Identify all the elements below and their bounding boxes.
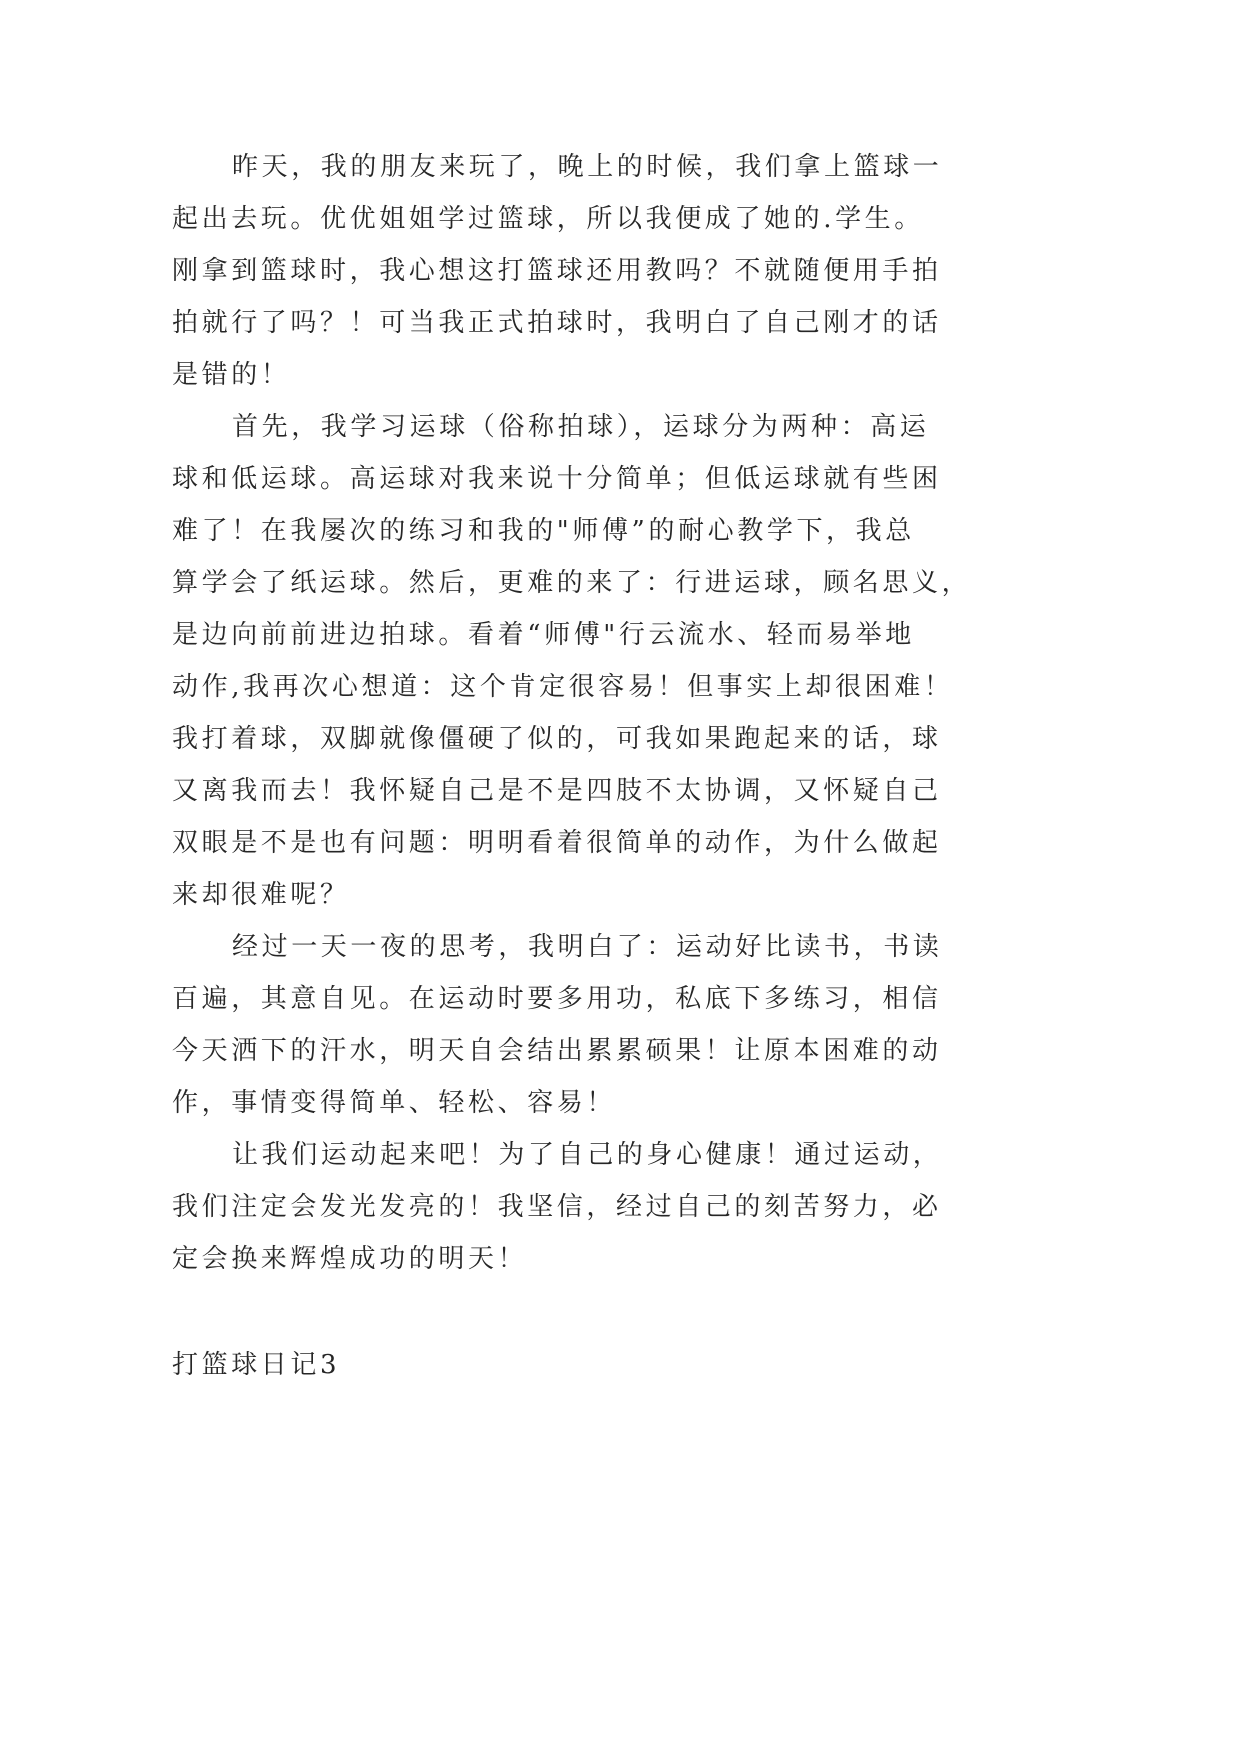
paragraph-line: 来却很难呢？	[172, 880, 350, 910]
paragraph-line: 算学会了纸运球。然后，更难的来了：行进运球，顾名思义，	[172, 568, 972, 598]
paragraph-line: 是错的！	[172, 360, 291, 390]
paragraph-line: 首先，我学习运球（俗称拍球），运球分为两种：高运	[232, 412, 930, 442]
paragraph-line: 让我们运动起来吧！为了自己的身心健康！通过运动，	[232, 1140, 943, 1170]
paragraph-line: 难了！在我屡次的练习和我的"师傅”的耐心教学下，我总	[172, 516, 915, 546]
paragraph-line: 球和低运球。高运球对我来说十分简单；但低运球就有些困	[172, 464, 942, 494]
paragraph-line: 百遍，其意自见。在运动时要多用功，私底下多练习，相信	[172, 984, 942, 1014]
section-title: 打篮球日记3	[172, 1350, 341, 1380]
paragraph-line: 拍就行了吗？！可当我正式拍球时，我明白了自己刚才的话	[172, 308, 942, 338]
paragraph-line: 定会换来辉煌成功的明天！	[172, 1244, 528, 1274]
document-page	[172, 141, 972, 1391]
paragraph-line: 双眼是不是也有问题：明明看着很简单的动作，为什么做起	[172, 828, 942, 858]
paragraph-line: 今天洒下的汗水，明天自会结出累累硕果！让原本困难的动	[172, 1036, 942, 1066]
paragraph-line: 我打着球，双脚就像僵硬了似的，可我如果跑起来的话，球	[172, 724, 942, 754]
paragraph-line: 刚拿到篮球时，我心想这打篮球还用教吗？不就随便用手拍	[172, 256, 942, 286]
paragraph-line: 起出去玩。优优姐姐学过篮球，所以我便成了她的.学生。	[172, 204, 924, 234]
paragraph-line: 我们注定会发光发亮的！我坚信，经过自己的刻苦努力，必	[172, 1192, 942, 1222]
paragraph-line: 经过一天一夜的思考，我明白了：运动好比读书，书读	[232, 932, 943, 962]
paragraph	[172, 921, 972, 1129]
paragraph-line: 是边向前前进边拍球。看着“师傅"行云流水、轻而易举地	[172, 620, 915, 650]
paragraph-line: 昨天，我的朋友来玩了，晚上的时候，我们拿上篮球一	[232, 152, 943, 182]
paragraph-line: 动作,我再次心想道：这个肯定很容易！但事实上却很困难！	[172, 672, 954, 702]
paragraph-line: 作，事情变得简单、轻松、容易！	[172, 1088, 617, 1118]
paragraph	[172, 1129, 972, 1285]
paragraph	[172, 401, 972, 921]
paragraph	[172, 141, 972, 401]
paragraph-line: 又离我而去！我怀疑自己是不是四肢不太协调，又怀疑自己	[172, 776, 942, 806]
